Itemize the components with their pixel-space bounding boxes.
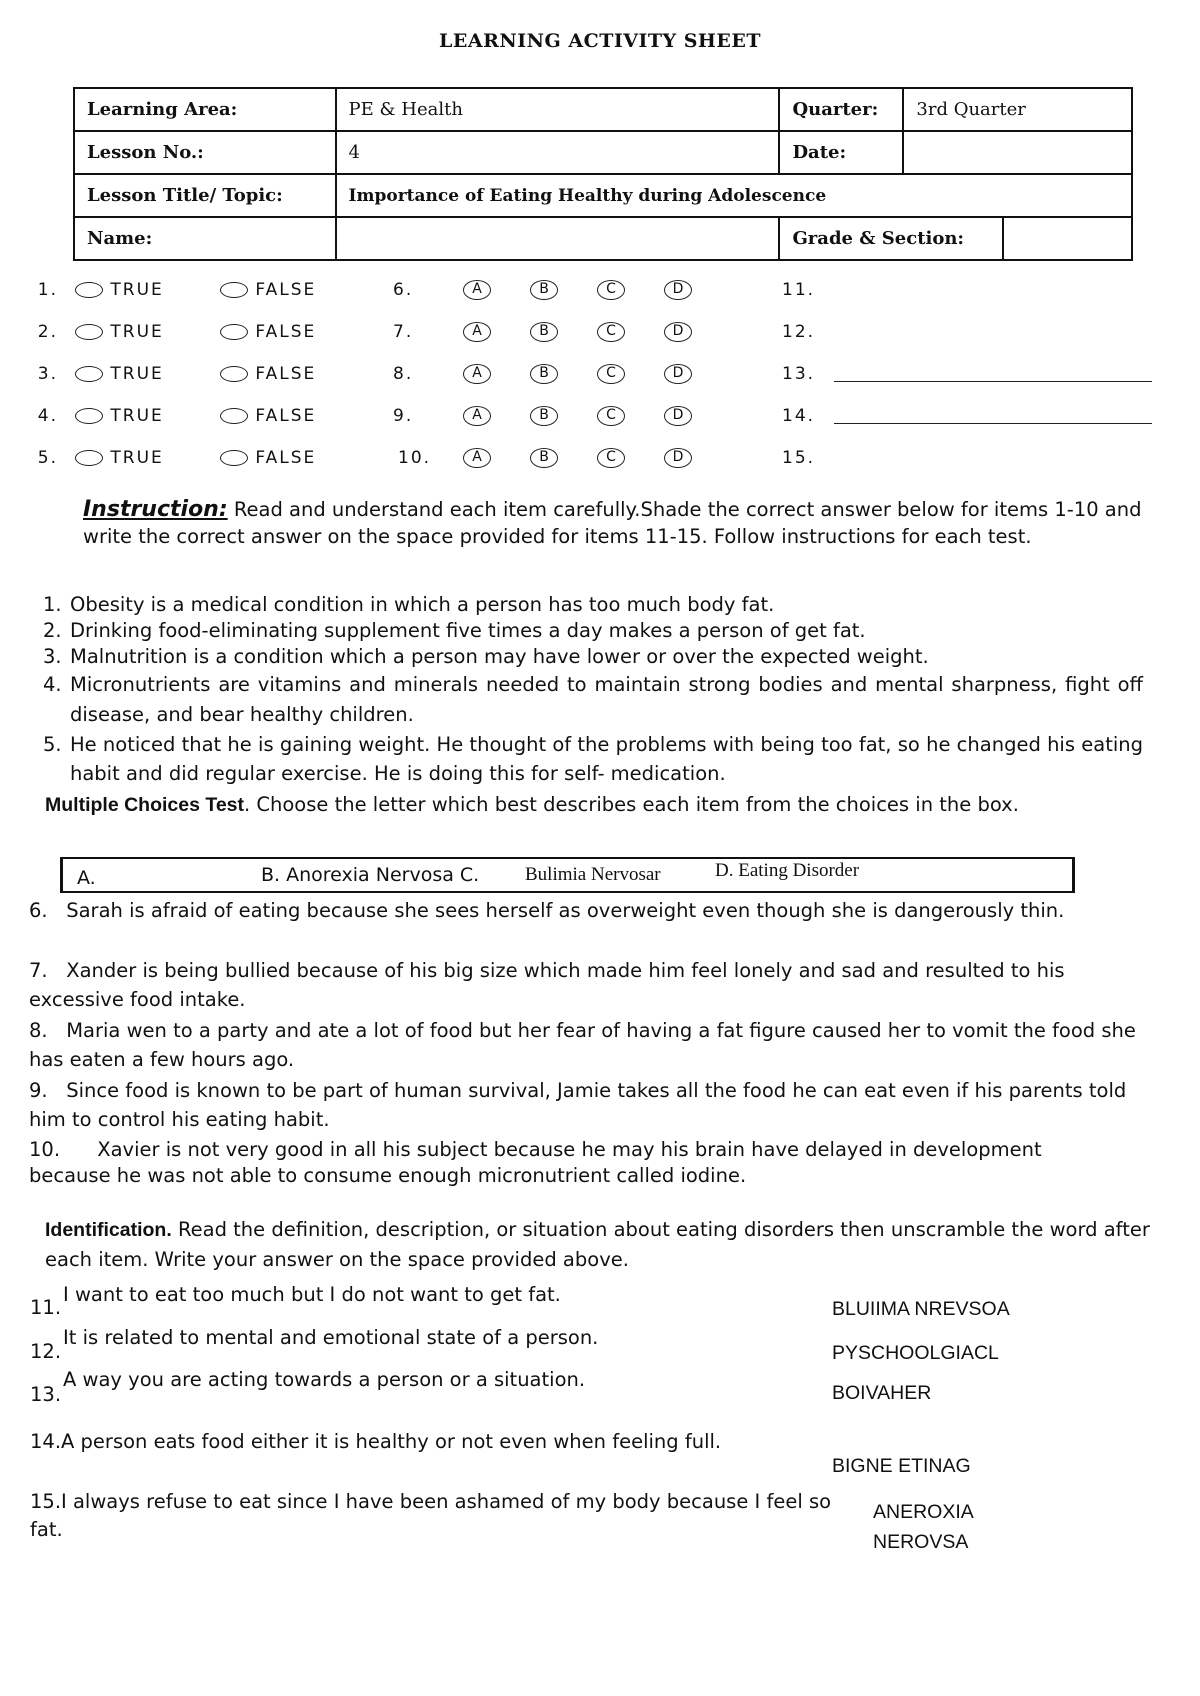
tf-number: 4.	[37, 406, 58, 426]
scrambled-word: BOIVAHER	[832, 1382, 932, 1404]
answer-row	[0, 448, 1200, 478]
list-item: 2. Drinking food-eliminating supplement five times a day makes a person of get fat.	[43, 619, 866, 642]
id-item-number: 15.	[30, 1490, 62, 1513]
multiple-choice-heading	[45, 790, 1105, 820]
scrambled-word: PYSCHOOLGIACL	[832, 1342, 999, 1364]
scrambled-word: BIGNE ETINAG	[832, 1455, 971, 1477]
true-option[interactable]: TRUE	[75, 322, 164, 342]
answer-row	[0, 406, 1200, 436]
grade-section-field[interactable]	[1003, 217, 1132, 260]
radio-circle-icon	[220, 366, 248, 382]
id-item-text: A person eats food either it is healthy or not even when feeling full.	[61, 1430, 722, 1453]
id-item-number: 13.	[30, 1383, 62, 1406]
quarter-value[interactable]: 3rd Quarter	[903, 88, 1132, 131]
multiple-choice-label: Multiple Choices Test	[45, 794, 244, 816]
choice-a-bubble[interactable]: A	[463, 322, 491, 342]
id-item-text: A way you are acting towards a person or a situation.	[63, 1368, 586, 1391]
choice-b-bubble[interactable]: B	[530, 448, 558, 468]
answer-blank-line[interactable]	[834, 364, 1152, 382]
choice-a: A.	[77, 867, 96, 889]
id-item-text: It is related to mental and emotional state of a person.	[63, 1326, 599, 1349]
learning-area-value[interactable]: PE & Health	[336, 88, 780, 131]
identification-label: Identification.	[45, 1219, 172, 1241]
lesson-no-value[interactable]: 4	[336, 131, 780, 174]
choice-d-bubble[interactable]: D	[664, 322, 692, 342]
choice-c-bubble[interactable]: C	[597, 406, 625, 426]
mc-number: 6.	[393, 280, 414, 300]
id-number: 14.	[782, 406, 816, 426]
answer-row	[0, 322, 1200, 352]
choice-b-bubble[interactable]: B	[530, 322, 558, 342]
mc-number: 10.	[398, 448, 432, 468]
choice-d-bubble[interactable]: D	[664, 280, 692, 300]
radio-circle-icon	[75, 408, 103, 424]
false-option[interactable]: FALSE	[220, 280, 316, 300]
tf-number: 3.	[37, 364, 58, 384]
true-option[interactable]: TRUE	[75, 364, 164, 384]
id-number: 13.	[782, 364, 816, 384]
choice-d: D. Eating Disorder	[715, 860, 860, 881]
id-item-number: 14.	[30, 1430, 62, 1453]
false-option[interactable]: FALSE	[220, 322, 316, 342]
id-item-number: 11.	[30, 1296, 62, 1319]
choice-c-bubble[interactable]: C	[597, 280, 625, 300]
choice-c-bubble[interactable]: C	[597, 364, 625, 384]
choice-c-bubble[interactable]: C	[597, 322, 625, 342]
radio-circle-icon	[220, 408, 248, 424]
radio-circle-icon	[75, 450, 103, 466]
id-item	[30, 1488, 860, 1544]
choice-a-bubble[interactable]: A	[463, 364, 491, 384]
sheet-title: LEARNING ACTIVITY SHEET	[439, 30, 761, 52]
choice-b-bubble[interactable]: B	[530, 280, 558, 300]
lesson-title-value[interactable]: Importance of Eating Healthy during Adolescence	[336, 174, 1132, 217]
radio-circle-icon	[75, 282, 103, 298]
true-option[interactable]: TRUE	[75, 448, 164, 468]
grade-section-label: Grade & Section:	[779, 217, 1003, 260]
id-item	[30, 1428, 800, 1456]
choice-c: Bulimia Nervosar	[525, 864, 661, 885]
id-item-text: I want to eat too much but I do not want to get fat.	[63, 1283, 561, 1306]
true-option[interactable]: TRUE	[75, 280, 164, 300]
instruction-text: Read and understand each item carefully.Shade the correct answer below for items 1-10 and write the correct answer on the space provided for items 11-15. Follow instructions for each test.	[83, 498, 1142, 548]
multiple-choice-item: 6. Sarah is afraid of eating because she sees herself as overweight even though she is dangerously thin.	[29, 899, 1065, 922]
choice-b-bubble[interactable]: B	[530, 406, 558, 426]
tf-number: 2.	[37, 322, 58, 342]
multiple-choice-item: 7. Xander is being bullied because of his big size which made him feel lonely and sad and resulted to his excessive food intake.	[29, 959, 1065, 1011]
date-label: Date:	[779, 131, 903, 174]
answer-blank-line[interactable]	[834, 406, 1152, 424]
answer-row	[0, 364, 1200, 394]
choice-c-bubble[interactable]: C	[597, 448, 625, 468]
true-false-items	[43, 592, 1143, 788]
choice-a-bubble[interactable]: A	[463, 406, 491, 426]
radio-circle-icon	[75, 324, 103, 340]
id-number: 15.	[782, 448, 816, 468]
quarter-label: Quarter:	[779, 88, 903, 131]
multiple-choice-text: . Choose the letter which best describes each item from the choices in the box.	[244, 793, 1019, 816]
info-table	[73, 87, 1133, 261]
choice-b-bubble[interactable]: B	[530, 364, 558, 384]
id-item-number: 12.	[30, 1340, 62, 1363]
choice-d-bubble[interactable]: D	[664, 364, 692, 384]
answer-row	[0, 280, 1200, 310]
lesson-title-label: Lesson Title/ Topic:	[74, 174, 336, 217]
mc-number: 8.	[393, 364, 414, 384]
list-item: 1. Obesity is a medical condition in which a person has too much body fat.	[43, 593, 775, 616]
choice-d-bubble[interactable]: D	[664, 406, 692, 426]
multiple-choice-item: 9. Since food is known to be part of human survival, Jamie takes all the food he can eat even if his parents told him to control his eating habit.	[29, 1079, 1127, 1131]
learning-area-label: Learning Area:	[74, 88, 336, 131]
choice-d-bubble[interactable]: D	[664, 448, 692, 468]
name-label: Name:	[74, 217, 336, 260]
choice-a-bubble[interactable]: A	[463, 448, 491, 468]
false-option[interactable]: FALSE	[220, 406, 316, 426]
radio-circle-icon	[220, 282, 248, 298]
choices-box	[60, 857, 1075, 893]
multiple-choice-item: 8. Maria wen to a party and ate a lot of food but her fear of having a fat figure caused her to vomit the food she has eaten a few hours ago.	[29, 1019, 1136, 1071]
choice-a-bubble[interactable]: A	[463, 280, 491, 300]
false-option[interactable]: FALSE	[220, 448, 316, 468]
tf-number: 5.	[37, 448, 58, 468]
identification-heading	[45, 1215, 1180, 1275]
mc-number: 7.	[393, 322, 414, 342]
list-item: 3. Malnutrition is a condition which a person may have lower or over the expected weight.	[43, 645, 929, 668]
false-option[interactable]: FALSE	[220, 364, 316, 384]
id-number: 12.	[782, 322, 816, 342]
lesson-no-label: Lesson No.:	[74, 131, 336, 174]
identification-text: Read the definition, description, or situation about eating disorders then unscramble the word after each item. Write your answer on the space provided above.	[45, 1218, 1150, 1271]
multiple-choice-item: 10. Xavier is not very good in all his subject because he may his brain have delayed in development because he was not able to consume enough micronutrient called iodine.	[29, 1138, 1042, 1187]
instruction	[83, 496, 1178, 550]
scrambled-word: BLUIIMA NREVSOA	[832, 1298, 1010, 1320]
radio-circle-icon	[220, 450, 248, 466]
list-item: 4. Micronutrients are vitamins and minerals needed to maintain strong bodies and mental sharpness, fight off disease, and bear healthy children.	[43, 673, 1143, 726]
mc-number: 9.	[393, 406, 414, 426]
radio-circle-icon	[75, 366, 103, 382]
id-number: 11.	[782, 280, 816, 300]
radio-circle-icon	[220, 324, 248, 340]
date-field[interactable]	[903, 131, 1132, 174]
scrambled-word: ANEROXIA NEROVSA	[873, 1501, 973, 1553]
instruction-label: Instruction:	[83, 497, 228, 522]
name-field[interactable]	[336, 217, 780, 260]
list-item: 5. He noticed that he is gaining weight. He thought of the problems with being too fat, so he changed his eating habit and did regular exercise. He is doing this for self- medication.	[43, 733, 1143, 785]
id-item-text: I always refuse to eat since I have been ashamed of my body because I feel so fat.	[30, 1490, 832, 1541]
tf-number: 1.	[37, 280, 58, 300]
true-option[interactable]: TRUE	[75, 406, 164, 426]
choice-b: B. Anorexia Nervosa C.	[261, 864, 480, 886]
